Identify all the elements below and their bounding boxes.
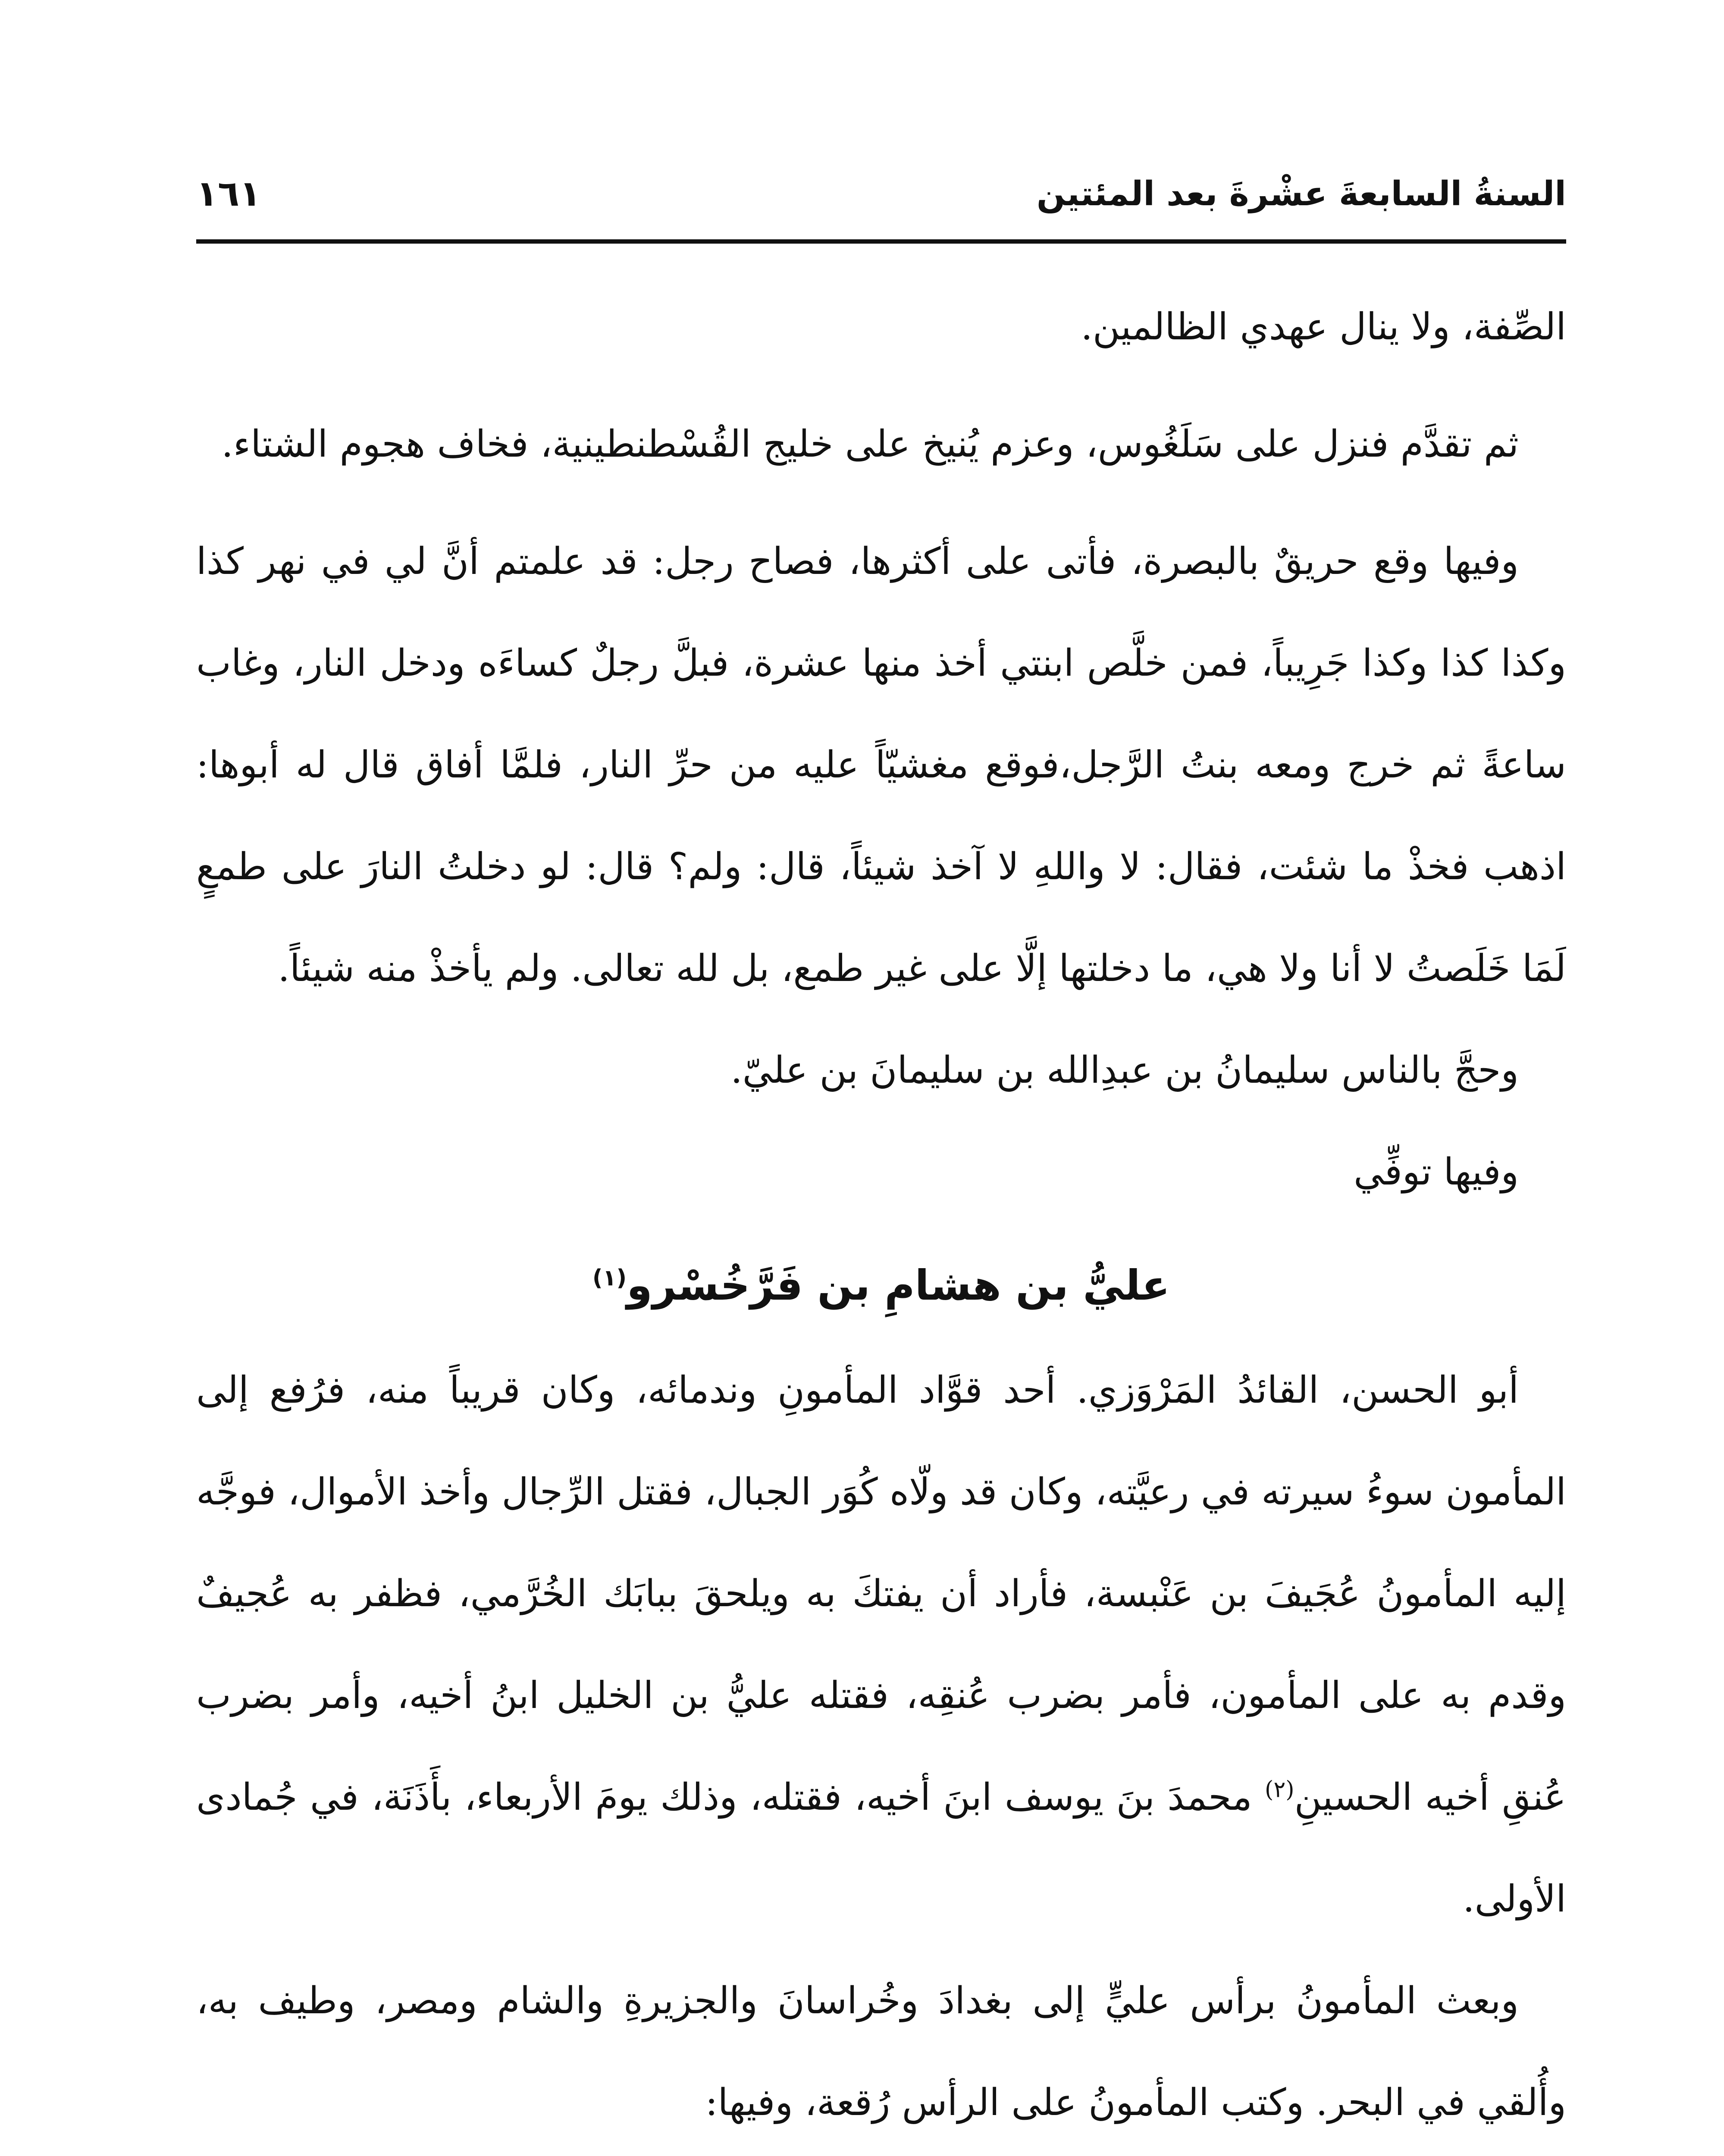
biography-text-part-2: محمدَ بنَ يوسف ابنَ أخيه، فقتله، وذلك يومَ الأربعاء، بأَذَنَة، في جُمادى الأولى. — [196, 1776, 1566, 1921]
paragraph-hajj: وحجَّ بالناس سليمانُ بن عبدِالله بن سليمانَ بن عليّ. — [730, 1049, 1519, 1092]
header-rule — [196, 239, 1566, 244]
paragraph-basra-fire: وفيها وقع حريقٌ بالبصرة، فأتى على أكثرها، فصاح رجل: قد علمتم أنَّ لي في نهر كذا وكذا كذا وكذا جَرِيباً، فمن خلَّص ابنتي أخذ منها عشرة، فبلَّ رجلٌ كساءَه ودخل النار، وغاب ساعةً ثم خرج ومعه بنتُ الرَّجل،فوقع مغشيّاً عليه من حرِّ النار، فلمَّا أفاق قال له أبوها: اذهب فخذْ ما شئت، فقال: لا واللهِ لا آخذ شيئاً، قال: ولم؟ قال: لو دخلتُ النارَ على طمعٍ لَمَا خَلَصتُ لا أنا ولا هي، ما دخلتها إلَّا على غير طمع، بل لله تعالى. ولم يأخذْ منه شيئاً. — [196, 540, 1566, 990]
paragraph-deaths-intro: وفيها توفِّي — [1354, 1150, 1519, 1194]
footnote-ref-1: (١) — [592, 1265, 627, 1291]
footnote-ref-2: (٢) — [1265, 1777, 1295, 1803]
paragraph-head-sent: وبعث المأمونُ برأس عليٍّ إلى بغدادَ وخُراسانَ والجزيرةِ والشام ومصر، وطيف به، وأُلقي في البحر. وكتب المأمونُ على الرأس رُقعة، وفيها: — [196, 1979, 1566, 2124]
biography-heading-text: عليُّ بن هشامِ بن فَرَّخُسْرو — [627, 1261, 1170, 1310]
page-header — [196, 142, 1566, 229]
paragraph-continuation: الصِّفة، ولا ينال عهدي الظالمين. — [1081, 305, 1566, 348]
biography-text-part-1: أبو الحسن، القائدُ المَرْوَزي. أحد قوَّاد المأمونِ وندمائه، وكان قريباً منه، فرُفع إلى المأمون سوءُ سيرته في رعيَّته، وكان قد ولّاه كُوَر الجبال، فقتل الرِّجال وأخذ الأموال، فوجَّه إليه المأمونُ عُجَيفَ بن عَنْبسة، فأراد أن يفتكَ به ويلحقَ ببابَك الخُرَّمي، فظفر به عُجيفٌ وقدم به على المأمون، فأمر بضرب عُنقِه، فقتله عليُّ بن الخليل ابنُ أخيه، وأمر بضرب عُنقِ أخيه الحسينِ — [196, 1369, 1566, 1819]
paragraph-campaign: ثم تقدَّم فنزل على سَلَغُوس، وعزم يُنيخ على خليج القُسْطنطينية، فخاف هجوم الشتاء. — [221, 423, 1519, 466]
page-number: ١٦١ — [196, 173, 261, 214]
main-text — [196, 276, 1566, 2130]
biography-heading — [196, 1232, 1566, 1339]
running-title: السنةُ السابعةَ عشْرةَ بعد المئتين — [1036, 175, 1566, 213]
paragraph-biography — [196, 1339, 1566, 1950]
